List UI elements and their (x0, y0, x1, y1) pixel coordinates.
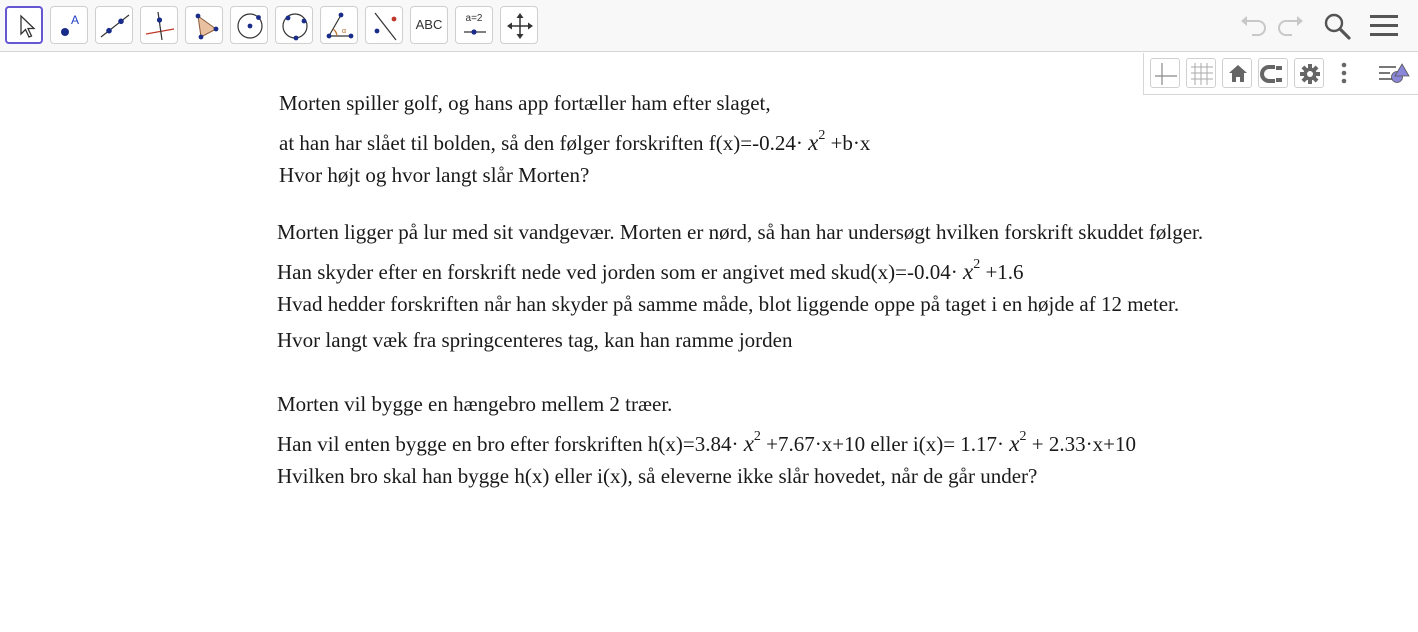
math-var-x: x (743, 431, 754, 456)
slider-label: a=2 (465, 13, 483, 24)
polygon-tool[interactable] (185, 6, 223, 44)
text-golf-line2: at han har slået til bolden, så den følger forskriften $f(x)=-0.24\cdot x^2 +b\cdot x$ (279, 128, 871, 155)
angle-icon (321, 7, 359, 45)
perpendicular-line-tool[interactable] (140, 6, 178, 44)
move-tool[interactable] (5, 6, 43, 44)
home-button[interactable] (1222, 58, 1252, 88)
text-bridge-line3: Hvilken bro skal han bygge h(x) eller i(x), så eleverne ikke slår hovedet, når de går under? (277, 464, 1038, 488)
menu-icon[interactable] (1366, 8, 1402, 44)
settings-button[interactable] (1294, 58, 1324, 88)
math-var-x: x (1009, 431, 1020, 456)
point-capture-icon (1259, 59, 1289, 89)
move-graphics-tool[interactable] (500, 6, 538, 44)
ellipse-tool[interactable] (275, 6, 313, 44)
text-bridge-line2: Han vil enten bygge en bro efter forskriften $h(x)=3.84\cdot x^2 +7.67\cdot x+10$ eller $i(x)= 1.17\cdot x^2 + 2.33\cdot x+10$ (277, 429, 1136, 456)
style-bar-toggle-icon[interactable] (1376, 58, 1412, 88)
svg-text:α: α (342, 28, 347, 35)
line-tool[interactable] (95, 6, 133, 44)
math-exponent: 2 (1019, 429, 1027, 444)
search-icon[interactable] (1318, 8, 1354, 44)
angle-tool[interactable] (320, 6, 358, 44)
text-watergun-line1: Morten ligger på lur med sit vandgevær. Morten er nørd, så han har undersøgt hvilken forskrift skuddet følger. (277, 220, 1204, 244)
axes-button[interactable] (1150, 58, 1180, 88)
circle-tool[interactable] (230, 6, 268, 44)
text-bridge[interactable] (277, 386, 1136, 494)
slider-icon (456, 7, 494, 45)
point-capture-button[interactable] (1258, 58, 1288, 88)
math-exponent: 2 (973, 257, 981, 272)
math-exponent: 2 (753, 429, 761, 444)
redo-icon[interactable] (1272, 8, 1308, 44)
math-var-x: x (962, 259, 974, 284)
math-var-x: x (808, 130, 819, 155)
reflect-tool[interactable] (365, 6, 403, 44)
home-icon (1223, 59, 1253, 89)
undo-icon[interactable] (1236, 8, 1272, 44)
text-watergun-line3: Hvad hedder forskriften når han skyder på samme måde, blot liggende oppe på taget i en højde af 12 meter. (277, 292, 1180, 316)
gear-icon (1295, 59, 1325, 89)
math-exponent: 2 (818, 128, 826, 143)
text-watergun[interactable] (277, 214, 1203, 358)
svg-text:A: A (71, 13, 80, 27)
move-arrows-icon (501, 7, 539, 45)
grid-icon (1187, 59, 1217, 89)
grid-button[interactable] (1186, 58, 1216, 88)
toolbar (0, 0, 1418, 52)
text-watergun-line2: Han skyder efter en forskrift nede ved jorden som er angivet med skud(x)=-0.04· $x^2 +1.6$ (277, 257, 1024, 284)
text-tool[interactable] (410, 6, 448, 44)
text-icon: ABC (415, 17, 443, 32)
polygon-icon (186, 7, 224, 45)
point-icon (51, 7, 89, 45)
graphics-style-bar (1143, 53, 1418, 95)
arrow-cursor-icon (7, 8, 45, 46)
axes-icon (1151, 59, 1181, 89)
reflect-icon (366, 7, 404, 45)
text-golf[interactable] (279, 85, 870, 193)
perpendicular-icon (141, 7, 179, 45)
text-watergun-line4: Hvor langt væk fra springcenteres tag, kan han ramme jorden (277, 328, 793, 352)
point-tool[interactable] (50, 6, 88, 44)
text-bridge-line1: Morten vil bygge en hængebro mellem 2 træer. (277, 392, 673, 416)
circle-center-icon (231, 7, 269, 45)
circle-three-points-icon (276, 7, 314, 45)
slider-tool[interactable] (455, 6, 493, 44)
more-icon[interactable] (1334, 58, 1354, 88)
text-golf-line1: Morten spiller golf, og hans app fortæller ham efter slaget, (279, 91, 771, 115)
text-golf-line3: Hvor højt og hvor langt slår Morten? (279, 163, 590, 187)
line-icon (96, 7, 134, 45)
